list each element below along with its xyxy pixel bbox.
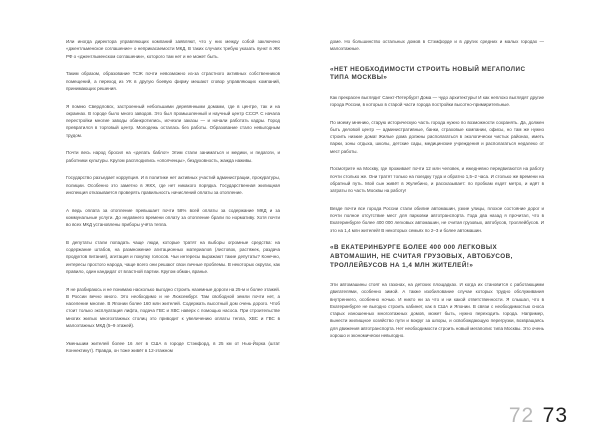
left-paragraph-4: Почти весь народ бросил на «делать бабло!» Этим стали заниматься и медики, и педагоги, и работники культуры. Кругом расплодились «ополченцы», бездуховность, жажда наживы. xyxy=(66,150,280,163)
right-section2-paragraph-1: Эти автомашины стоят на газонах, на детских площадках. И когда их становится с работающими двигателями, особенно зимой. А также изобилование случае которых трудно обслуживания внутреннего, особенно ночью. И никто ни за что и ни какой ответственности. Я слышал, что в Екатеринбурге не выгодно строить кабинет, как в США и Японии. В связи с необходимостью сноса старых изношенных многоэтажных домов, может быть, нужно переходить города. Например, вынести жилищное хозяйство пути и вокруг за шпоры, и освобождающую перегрузки, возвращаясь для движения автотранспорта. Нет необходимости строить новый мегаполис типа Москвы. Это очень хорошо и экономически невыгодно. xyxy=(330,282,544,338)
left-paragraph-5: Государство разъедает коррупция. И в политике нет активных участий администрации, прокуратуры, полиции. Особенно это заметно в ЖКХ, где нет никакого порядка. Государственная жилищная инспекция отказывается проверять правильность начислений оплаты за отопление. xyxy=(66,175,280,195)
right-section1-paragraph-2: По моему мнению, старую историческую часть города нужно по возможности сохранять. Да, должен быть деловой центр — административные, банки, страховые компании, офисы, но там же нужно строить низкие дома! Жилые дома должны располагаться в экологически чистых районах, иметь парки, зоны отдыха, школы, детские сады, медицинские учреждения и располагаться недалеко от мест работы. xyxy=(330,119,544,154)
right-section1-paragraph-1: Как прекрасен выглядит Санкт-Петербург! Дома — чудо архитектуры! И как неплохо выглядят другие города России, в которых в старой части города постройки высотно-примирительные. xyxy=(330,94,544,107)
right-section1-paragraph-4: Везде почти все города России стали обилие автомашин, узкие улицы, плохое состояние дорог и почти полное отсутствие мест для парковки автотранспорта. Года два назад я прочитал, что в Екатеринбурге более 400 000 легковых автомашин, не считая грузовых, автобусов, троллейбусов. И это на 1,4 млн жителей! В некоторых семьях по 2–3 и более автомашин. xyxy=(330,205,544,233)
left-paragraph-3: Я помню Свердловск, застроенный небольшими деревянными домами, где в центре, так и на окраинах. В городе было много заводов. Это был промышленный и научный центр СССР. С начала перестройки многие заводы обанкротились, исчезли заказы — и начали работать кадры. Город превратился в торговый центр. Молодежь осталась без работы. Образование стало невыгодным трудом. xyxy=(66,103,280,138)
pull-quote-heading-1: «НЕТ НЕОБХОДИМОСТИ СТРОИТЬ НОВЫЙ МЕГАПОЛИС ТИПА МОСКВЫ» xyxy=(330,65,526,82)
left-paragraph-8: Я не разбираюсь и не понимаю насколько выгодно строить наземные дороги на 25-м и более этажей. В России вечно много. Это необходимо и не Люксембург. Там свободной земли почти нет, а население многие. В Японии более 160 млн жителей. Содержать высотный дом очень дорого. Чтоб стоит только эксплуатация лифта, подача ГВС и ХВС наверх с помощью насоса. При строительстве многих жилых многоэтажных столиц это приводит к увеличению оплаты тепла, ХВС и ГВС в малоэтажных МКД (5–9 этажей). xyxy=(66,286,280,328)
right-column xyxy=(330,38,544,350)
right-page-number: 73 xyxy=(542,404,568,427)
right-intro-paragraph: доме. Но большинство остальных домов в Стэмфорде и в других средних и малых городах — малоэтажные. xyxy=(330,39,544,52)
left-paragraph-9: Уменьшим жителей более 16 лет в США в городе Стэмфорд, в 25 км от Нью-Йорка (штат Коннектикут). Правда, он тоже живёт в 12-этажном xyxy=(66,340,280,353)
pull-quote-heading-2: «В ЕКАТЕРИНБУРГЕ БОЛЕЕ 400 000 ЛЕГКОВЫХ АВТОМАШИН, НЕ СЧИТАЯ ГРУЗОВЫХ, АВТОБУСОВ, ТРОЛЛЕЙБУСОВ НА 1,4 МЛН ЖИТЕЛЕЙ!» xyxy=(330,244,513,269)
left-paragraph-7: В депутаты стали попадать чаще люди, которые тратят на выборы огромные средства: на содержание штабов, на размножение агитационных материалов (листовок, растяжек, раздача продуктов питания), агитация и покупку голосов. Чьи интересы выражают такие депутаты? Конечно, интересы простого народа, чаще всего они решают свои личные проблемы. В некоторых округах, как правило, один кандидат от властной партии. Кругом обман, вранье. xyxy=(66,239,280,274)
left-paragraph-6: А ведь оплата за отопление превышает почти 58% всей оплаты за содержание МКД и за коммунальные услуги. До недавнего времени оплату за отопление брали по нормативу. Хотя почти во всех МКД установлены приборы учёта тепла. xyxy=(66,207,280,227)
page-numbers xyxy=(509,404,568,428)
left-page-number: 72 xyxy=(508,404,535,427)
left-paragraph-2: Таким образом, образование ТСЖ почти невозможно из-за страстного активных собственников помещений, а переход из УК в другую боевую фирму мешают сговор управляющих компаний, принимающих решения. xyxy=(66,71,280,91)
left-paragraph-1: Или иногда директора управляющих компаний заявляют, что у них между собой заключено «джентльменское соглашение» о неприкасаемости МКД. В таких случаях требую указать пункт в ЖК РФ о «джентльменском соглашении», которого там нет и не может быть. xyxy=(66,39,280,59)
right-section1-paragraph-3: Посмотрите на Москву, где проживает почти 12 млн человек, и ежедневно передвигаются на работу почти столько же. Они тратят только на поездку туда и обратно 1,5–2 часа. И столько же времени на обратный путь. Мой сын живёт в Жулебино, и рассказывает: по пробкам ездят метро, и идёт в затраты по часть Москвы на работу! xyxy=(330,166,544,194)
left-column xyxy=(66,38,280,365)
